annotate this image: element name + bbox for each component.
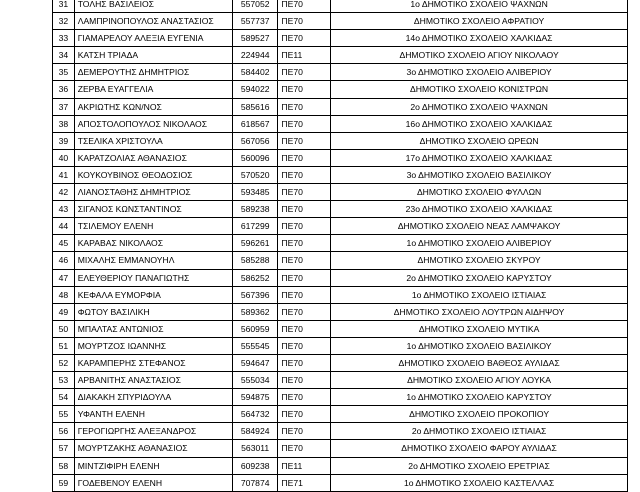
table-row (53, 252, 628, 269)
school-name-cell: 1ο ΔΗΜΟΤΙΚΟ ΣΧΟΛΕΙΟ ΚΑΡΥΣΤΟΥ (331, 389, 628, 406)
table-row (53, 201, 628, 218)
teacher-name-cell: ΚΟΥΚΟΥΒΙΝΟΣ ΘΕΟΔΟΣΙΟΣ (74, 166, 232, 183)
specialty-cell: ΠΕ70 (278, 423, 331, 440)
row-number-cell: 57 (53, 440, 75, 457)
teacher-name-cell: ΓΕΡΟΓΙΩΡΓΗΣ ΑΛΕΞΑΝΔΡΟΣ (74, 423, 232, 440)
table-row (53, 184, 628, 201)
table-row (53, 64, 628, 81)
table-row (53, 166, 628, 183)
table-row (53, 474, 628, 491)
school-name-cell: ΔΗΜΟΤΙΚΟ ΣΧΟΛΕΙΟ ΩΡΕΩΝ (331, 132, 628, 149)
teacher-placement-table (52, 0, 628, 492)
registry-code-cell: 594875 (232, 389, 278, 406)
table-row (53, 47, 628, 64)
registry-code-cell: 594647 (232, 354, 278, 371)
school-name-cell: ΔΗΜΟΤΙΚΟ ΣΧΟΛΕΙΟ ΜΥΤΙΚΑ (331, 320, 628, 337)
table-row (53, 149, 628, 166)
school-name-cell: ΔΗΜΟΤΙΚΟ ΣΧΟΛΕΙΟ ΑΓΙΟΥ ΝΙΚΟΛΑΟΥ (331, 47, 628, 64)
table-row (53, 440, 628, 457)
teacher-name-cell: ΜΙΝΤΖΙΦΙΡΗ ΕΛΕΝΗ (74, 457, 232, 474)
registry-code-cell: 593485 (232, 184, 278, 201)
specialty-cell: ΠΕ70 (278, 98, 331, 115)
row-number-cell: 31 (53, 0, 75, 13)
teacher-name-cell: ΖΕΡΒΑ ΕΥΑΓΓΕΛΙΑ (74, 81, 232, 98)
table-row (53, 303, 628, 320)
row-number-cell: 38 (53, 115, 75, 132)
school-name-cell: 2ο ΔΗΜΟΤΙΚΟ ΣΧΟΛΕΙΟ ΙΣΤΙΑΙΑΣ (331, 423, 628, 440)
row-number-cell: 49 (53, 303, 75, 320)
school-name-cell: 1ο ΔΗΜΟΤΙΚΟ ΣΧΟΛΕΙΟ ΙΣΤΙΑΙΑΣ (331, 286, 628, 303)
specialty-cell: ΠΕ70 (278, 372, 331, 389)
school-name-cell: ΔΗΜΟΤΙΚΟ ΣΧΟΛΕΙΟ ΒΑΘΕΟΣ ΑΥΛΙΔΑΣ (331, 354, 628, 371)
teacher-name-cell: ΚΑΡΑΒΑΣ ΝΙΚΟΛΑΟΣ (74, 235, 232, 252)
teacher-name-cell: ΚΑΡΑΤΖΟΛΙΑΣ ΑΘΑΝΑΣΙΟΣ (74, 149, 232, 166)
registry-code-cell: 594022 (232, 81, 278, 98)
school-name-cell: 16ο ΔΗΜΟΤΙΚΟ ΣΧΟΛΕΙΟ ΧΑΛΚΙΔΑΣ (331, 115, 628, 132)
specialty-cell: ΠΕ70 (278, 320, 331, 337)
row-number-cell: 47 (53, 269, 75, 286)
school-name-cell: ΔΗΜΟΤΙΚΟ ΣΧΟΛΕΙΟ ΦΥΛΛΩΝ (331, 184, 628, 201)
table-row (53, 132, 628, 149)
school-name-cell: ΔΗΜΟΤΙΚΟ ΣΧΟΛΕΙΟ ΛΟΥΤΡΩΝ ΑΙΔΗΨΟΥ (331, 303, 628, 320)
specialty-cell: ΠΕ70 (278, 303, 331, 320)
registry-code-cell: 596261 (232, 235, 278, 252)
table-row (53, 13, 628, 30)
teacher-name-cell: ΓΟΔΕΒΕΝΟΥ ΕΛΕΝΗ (74, 474, 232, 491)
school-name-cell: 3ο ΔΗΜΟΤΙΚΟ ΣΧΟΛΕΙΟ ΒΑΣΙΛΙΚΟΥ (331, 166, 628, 183)
row-number-cell: 50 (53, 320, 75, 337)
table-row (53, 0, 628, 13)
row-number-cell: 53 (53, 372, 75, 389)
registry-code-cell: 557737 (232, 13, 278, 30)
teacher-name-cell: ΓΙΑΜΑΡΕΛΟΥ ΑΛΕΞΙΑ ΕΥΓΕΝΙΑ (74, 30, 232, 47)
specialty-cell: ΠΕ70 (278, 218, 331, 235)
row-number-cell: 43 (53, 201, 75, 218)
row-number-cell: 46 (53, 252, 75, 269)
teacher-name-cell: ΜΟΥΡΤΖΑΚΗΣ ΑΘΑΝΑΣΙΟΣ (74, 440, 232, 457)
table-row (53, 235, 628, 252)
specialty-cell: ΠΕ70 (278, 81, 331, 98)
registry-code-cell: 609238 (232, 457, 278, 474)
specialty-cell: ΠΕ70 (278, 132, 331, 149)
row-number-cell: 42 (53, 184, 75, 201)
teacher-name-cell: ΚΑΡΑΜΠΕΡΗΣ ΣΤΕΦΑΝΟΣ (74, 354, 232, 371)
specialty-cell: ΠΕ70 (278, 337, 331, 354)
table-row (53, 30, 628, 47)
registry-code-cell: 589362 (232, 303, 278, 320)
school-name-cell: 2ο ΔΗΜΟΤΙΚΟ ΣΧΟΛΕΙΟ ΕΡΕΤΡΙΑΣ (331, 457, 628, 474)
row-number-cell: 40 (53, 149, 75, 166)
specialty-cell: ΠΕ70 (278, 252, 331, 269)
school-name-cell: 1ο ΔΗΜΟΤΙΚΟ ΣΧΟΛΕΙΟ ΚΑΣΤΕΛΛΑΣ (331, 474, 628, 491)
table-row (53, 423, 628, 440)
teacher-name-cell: ΜΙΧΑΛΗΣ ΕΜΜΑΝΟΥΗΛ (74, 252, 232, 269)
table-row (53, 115, 628, 132)
registry-code-cell: 585288 (232, 252, 278, 269)
school-name-cell: 3ο ΔΗΜΟΤΙΚΟ ΣΧΟΛΕΙΟ ΑΛΙΒΕΡΙΟΥ (331, 64, 628, 81)
specialty-cell: ΠΕ70 (278, 149, 331, 166)
teacher-name-cell: ΤΣΕΛΙΚΑ ΧΡΙΣΤΟΥΛΑ (74, 132, 232, 149)
table-row (53, 286, 628, 303)
specialty-cell: ΠΕ70 (278, 30, 331, 47)
registry-code-cell: 564732 (232, 406, 278, 423)
row-number-cell: 34 (53, 47, 75, 64)
table-row (53, 457, 628, 474)
registry-code-cell: 224944 (232, 47, 278, 64)
teacher-name-cell: ΥΦΑΝΤΗ ΕΛΕΝΗ (74, 406, 232, 423)
row-number-cell: 48 (53, 286, 75, 303)
school-name-cell: 1ο ΔΗΜΟΤΙΚΟ ΣΧΟΛΕΙΟ ΒΑΣΙΛΙΚΟΥ (331, 337, 628, 354)
registry-code-cell: 617299 (232, 218, 278, 235)
teacher-name-cell: ΑΚΡΙΩΤΗΣ ΚΩΝ/ΝΟΣ (74, 98, 232, 115)
table-row (53, 218, 628, 235)
specialty-cell: ΠΕ70 (278, 269, 331, 286)
specialty-cell: ΠΕ70 (278, 115, 331, 132)
school-name-cell: ΔΗΜΟΤΙΚΟ ΣΧΟΛΕΙΟ ΠΡΟΚΟΠΙΟΥ (331, 406, 628, 423)
teacher-name-cell: ΦΩΤΟΥ ΒΑΣΙΛΙΚΗ (74, 303, 232, 320)
row-number-cell: 55 (53, 406, 75, 423)
row-number-cell: 39 (53, 132, 75, 149)
specialty-cell: ΠΕ70 (278, 440, 331, 457)
registry-code-cell: 570520 (232, 166, 278, 183)
registry-code-cell: 567056 (232, 132, 278, 149)
row-number-cell: 36 (53, 81, 75, 98)
table-body (53, 0, 628, 491)
school-name-cell: ΔΗΜΟΤΙΚΟ ΣΧΟΛΕΙΟ ΦΑΡΟΥ ΑΥΛΙΔΑΣ (331, 440, 628, 457)
specialty-cell: ΠΕ70 (278, 166, 331, 183)
registry-code-cell: 560959 (232, 320, 278, 337)
row-number-cell: 51 (53, 337, 75, 354)
school-name-cell: ΔΗΜΟΤΙΚΟ ΣΧΟΛΕΙΟ ΑΓΙΟΥ ΛΟΥΚΑ (331, 372, 628, 389)
teacher-name-cell: ΚΑΤΣΗ ΤΡΙΑΔΑ (74, 47, 232, 64)
teacher-name-cell: ΔΕΜΕΡΟΥΤΗΣ ΔΗΜΗΤΡΙΟΣ (74, 64, 232, 81)
teacher-name-cell: ΔΙΑΚΑΚΗ ΣΠΥΡΙΔΟΥΛΑ (74, 389, 232, 406)
row-number-cell: 52 (53, 354, 75, 371)
row-number-cell: 59 (53, 474, 75, 491)
registry-code-cell: 555034 (232, 372, 278, 389)
teacher-name-cell: ΑΡΒΑΝΙΤΗΣ ΑΝΑΣΤΑΣΙΟΣ (74, 372, 232, 389)
table-row (53, 81, 628, 98)
school-name-cell: 1ο ΔΗΜΟΤΙΚΟ ΣΧΟΛΕΙΟ ΨΑΧΝΩΝ (331, 0, 628, 13)
table-row (53, 389, 628, 406)
row-number-cell: 45 (53, 235, 75, 252)
teacher-name-cell: ΛΙΑΝΟΣΤΑΘΗΣ ΔΗΜΗΤΡΙΟΣ (74, 184, 232, 201)
registry-code-cell: 584924 (232, 423, 278, 440)
registry-code-cell: 560096 (232, 149, 278, 166)
school-name-cell: 23ο ΔΗΜΟΤΙΚΟ ΣΧΟΛΕΙΟ ΧΑΛΚΙΔΑΣ (331, 201, 628, 218)
teacher-name-cell: ΚΕΦΑΛΑ ΕΥΜΟΡΦΙΑ (74, 286, 232, 303)
specialty-cell: ΠΕ11 (278, 457, 331, 474)
specialty-cell: ΠΕ11 (278, 47, 331, 64)
specialty-cell: ΠΕ70 (278, 406, 331, 423)
specialty-cell: ΠΕ70 (278, 0, 331, 13)
registry-code-cell: 618567 (232, 115, 278, 132)
row-number-cell: 37 (53, 98, 75, 115)
school-name-cell: 14ο ΔΗΜΟΤΙΚΟ ΣΧΟΛΕΙΟ ΧΑΛΚΙΔΑΣ (331, 30, 628, 47)
school-name-cell: 2ο ΔΗΜΟΤΙΚΟ ΣΧΟΛΕΙΟ ΚΑΡΥΣΤΟΥ (331, 269, 628, 286)
registry-code-cell: 557052 (232, 0, 278, 13)
registry-code-cell: 586252 (232, 269, 278, 286)
specialty-cell: ΠΕ70 (278, 64, 331, 81)
school-name-cell: 2ο ΔΗΜΟΤΙΚΟ ΣΧΟΛΕΙΟ ΨΑΧΝΩΝ (331, 98, 628, 115)
table-row (53, 269, 628, 286)
specialty-cell: ΠΕ71 (278, 474, 331, 491)
specialty-cell: ΠΕ70 (278, 184, 331, 201)
row-number-cell: 35 (53, 64, 75, 81)
table-row (53, 354, 628, 371)
table-row (53, 98, 628, 115)
specialty-cell: ΠΕ70 (278, 389, 331, 406)
table-row (53, 372, 628, 389)
table-row (53, 406, 628, 423)
teacher-name-cell: ΕΛΕΥΘΕΡΙΟΥ ΠΑΝΑΓΙΩΤΗΣ (74, 269, 232, 286)
row-number-cell: 44 (53, 218, 75, 235)
teacher-name-cell: ΤΣΙΛΕΜΟΥ ΕΛΕΝΗ (74, 218, 232, 235)
specialty-cell: ΠΕ70 (278, 235, 331, 252)
table-row (53, 337, 628, 354)
registry-code-cell: 589527 (232, 30, 278, 47)
teacher-name-cell: ΜΠΑΛΤΑΣ ΑΝΤΩΝΙΟΣ (74, 320, 232, 337)
school-name-cell: ΔΗΜΟΤΙΚΟ ΣΧΟΛΕΙΟ ΣΚΥΡΟΥ (331, 252, 628, 269)
teacher-name-cell: ΛΑΜΠΡΙΝΟΠΟΥΛΟΣ ΑΝΑΣΤΑΣΙΟΣ (74, 13, 232, 30)
teacher-name-cell: ΤΟΛΗΣ ΒΑΣΙΛΕΙΟΣ (74, 0, 232, 13)
row-number-cell: 54 (53, 389, 75, 406)
teacher-name-cell: ΑΠΟΣΤΟΛΟΠΟΥΛΟΣ ΝΙΚΟΛΑΟΣ (74, 115, 232, 132)
registry-code-cell: 585616 (232, 98, 278, 115)
specialty-cell: ΠΕ70 (278, 354, 331, 371)
row-number-cell: 41 (53, 166, 75, 183)
registry-code-cell: 563011 (232, 440, 278, 457)
registry-code-cell: 584402 (232, 64, 278, 81)
school-name-cell: ΔΗΜΟΤΙΚΟ ΣΧΟΛΕΙΟ ΑΦΡΑΤΙΟΥ (331, 13, 628, 30)
registry-code-cell: 589238 (232, 201, 278, 218)
school-name-cell: ΔΗΜΟΤΙΚΟ ΣΧΟΛΕΙΟ ΚΟΝΙΣΤΡΩΝ (331, 81, 628, 98)
registry-code-cell: 567396 (232, 286, 278, 303)
specialty-cell: ΠΕ70 (278, 13, 331, 30)
table-row (53, 320, 628, 337)
teacher-name-cell: ΣΙΓΑΝΟΣ ΚΩΝΣΤΑΝΤΙΝΟΣ (74, 201, 232, 218)
row-number-cell: 56 (53, 423, 75, 440)
school-name-cell: 1ο ΔΗΜΟΤΙΚΟ ΣΧΟΛΕΙΟ ΑΛΙΒΕΡΙΟΥ (331, 235, 628, 252)
row-number-cell: 32 (53, 13, 75, 30)
registry-code-cell: 555545 (232, 337, 278, 354)
registry-code-cell: 707874 (232, 474, 278, 491)
teacher-name-cell: ΜΟΥΡΤΖΟΣ ΙΩΑΝΝΗΣ (74, 337, 232, 354)
row-number-cell: 58 (53, 457, 75, 474)
specialty-cell: ΠΕ70 (278, 201, 331, 218)
row-number-cell: 33 (53, 30, 75, 47)
specialty-cell: ΠΕ70 (278, 286, 331, 303)
school-name-cell: ΔΗΜΟΤΙΚΟ ΣΧΟΛΕΙΟ ΝΕΑΣ ΛΑΜΨΑΚΟΥ (331, 218, 628, 235)
school-name-cell: 17ο ΔΗΜΟΤΙΚΟ ΣΧΟΛΕΙΟ ΧΑΛΚΙΔΑΣ (331, 149, 628, 166)
